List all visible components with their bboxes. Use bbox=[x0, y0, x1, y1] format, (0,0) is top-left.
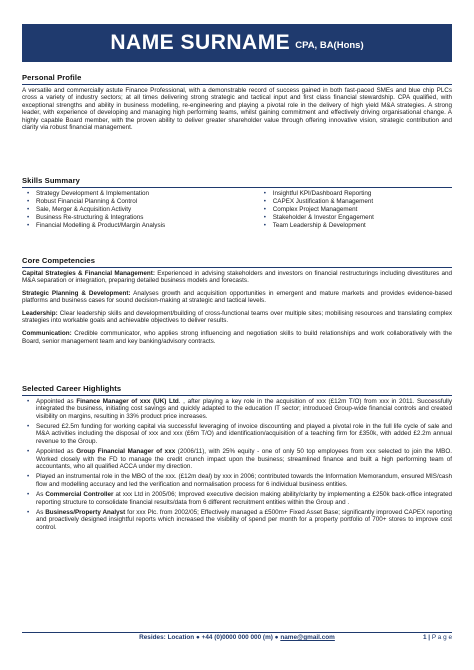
personal-profile-section bbox=[22, 73, 452, 132]
career-role: Business/Property Analyst bbox=[45, 508, 126, 516]
competency-text: Clear leadership skills and development/building of cross-functional teams over multiple sites; mobilising resources and translating complex strategies into workable goals and achievable objectives to deliver results. bbox=[22, 309, 452, 325]
skills-right-list bbox=[259, 190, 452, 231]
career-list bbox=[22, 398, 452, 532]
section-title-skills: Skills Summary bbox=[22, 176, 80, 185]
skill-item: • CAPEX Justification & Management bbox=[273, 198, 452, 206]
section-divider bbox=[22, 84, 452, 85]
section-title-career: Selected Career Highlights bbox=[22, 384, 122, 393]
footer-divider bbox=[22, 632, 452, 633]
email-link[interactable]: name@gmail.com bbox=[280, 634, 335, 641]
competency-label: Communication: bbox=[22, 330, 72, 338]
skill-item: • Complex Project Management bbox=[273, 206, 452, 214]
career-item bbox=[36, 491, 452, 506]
skill-item: • Strategy Development & Implementation bbox=[36, 190, 259, 198]
career-role: Group Financial Manager of xxx bbox=[76, 448, 176, 456]
phone-text: +44 (0)0000 000 000 (m) bbox=[201, 634, 273, 641]
page-word: P a g e bbox=[431, 634, 452, 641]
profile-text: A versatile and commercially astute Finance Professional, with a demonstrable record of success gained in both fast-paced SMEs and blue chip PLCs cross a variety of industry sectors; at all times delivering strong strategic and tactical input and first class financial stewardship. CPA qualified, with exceptional strengths and ability in business modelling, re-engineering and playing a pivotal role in the delivery of high yield M&A strategies. A strong leader, with experience of developing and managing high performing teams, whilst gaining commitment and effectively driving organisational change. A highly capable Board member, with the proven ability to deliver greater shareholder value through offering innovative vision, strategic contribution and clarity via robust financial management. bbox=[22, 86, 452, 132]
career-item bbox=[36, 509, 452, 532]
page-number-value: 1 bbox=[422, 634, 427, 641]
career-role: Commercial Controller bbox=[45, 491, 114, 499]
competency-item bbox=[22, 310, 452, 325]
skills-columns bbox=[22, 190, 452, 231]
career-item bbox=[36, 448, 452, 471]
location-text: Location bbox=[167, 634, 195, 641]
career-highlights-section bbox=[22, 384, 452, 534]
section-divider bbox=[22, 395, 452, 396]
skills-left-list bbox=[22, 190, 259, 231]
skill-item: • Stakeholder & Investor Engagement bbox=[273, 214, 452, 222]
competency-item bbox=[22, 330, 452, 345]
career-item bbox=[36, 473, 452, 488]
name-banner bbox=[22, 24, 452, 62]
skill-item: • Robust Financial Planning & Control bbox=[36, 198, 259, 206]
resides-label: Resides: bbox=[139, 634, 166, 641]
page-footer bbox=[22, 630, 452, 641]
competency-item bbox=[22, 290, 452, 305]
skill-item: • Financial Modelling & Product/Margin Analysis bbox=[36, 222, 259, 230]
career-text: As bbox=[36, 508, 46, 516]
candidate-credentials: CPA, BA(Hons) bbox=[295, 40, 364, 51]
skills-summary-section bbox=[22, 176, 452, 231]
skill-item: • Insightful KPI/Dashboard Reporting bbox=[273, 190, 452, 198]
section-title-competencies: Core Competencies bbox=[22, 256, 96, 265]
competency-text: Experienced in advising stakeholders and investors on financial restructurings including divestitures and M&A separation or integration, preparing detailed business models and forecasts. bbox=[22, 269, 452, 285]
skill-item: • Sale, Merger & Acquisition Activity bbox=[36, 206, 259, 214]
career-text: . , after playing a key role in the acquisition of xxx (£12m T/O) from xxx in 2011. Successfully integrated the business, initiating cost savings and quickly adapted to the education IT sector; introduced Group-wide financial controls and created visibility on margins, resulting in 33% product price increases. bbox=[36, 397, 452, 420]
career-text: Appointed as bbox=[36, 397, 77, 405]
skill-item: • Business Re-structuring & Integrations bbox=[36, 214, 259, 222]
career-role: Finance Manager of xxx (UK) Ltd bbox=[76, 397, 179, 405]
career-text: Played an instrumental role in the MBO of the xxx. (£12m deal) by xxx in 2006; contributed towards the Information Memorandum, ensured MIS/cash flow and modelling accuracy and led the verification and normalisation process for 6 individual business entities. bbox=[36, 473, 452, 488]
career-text: (2006/11), with 25% equity - one of only 50 top employees from xxx selected to join the MBO. Worked closely with the FD to manage the credit crunch impact upon the business; streamlined finance and built a high performing team of accountants, who all qualified ACCA under my direction. bbox=[36, 448, 452, 471]
career-text: Appointed as bbox=[36, 448, 77, 456]
competency-label: Strategic Planning & Development: bbox=[22, 289, 131, 297]
competency-item bbox=[22, 270, 452, 285]
section-divider bbox=[22, 187, 452, 188]
bullet-separator: ● bbox=[274, 634, 279, 641]
career-text: Secured £2.5m funding for working capital via successful leveraging of invoice discounting and played a pivotal role in the full life cycle of sale and M&A activities including the disposal of xxx and xxx (£6m T/O) and identification/acquisition of a teaching firm for £350k, with added £2.2m annual revenue to the Group. bbox=[36, 422, 452, 445]
contact-line bbox=[22, 634, 452, 641]
core-competencies-section bbox=[22, 256, 452, 350]
page-number: 1 | P a g e bbox=[422, 634, 452, 641]
career-item bbox=[36, 423, 452, 446]
section-divider bbox=[22, 267, 452, 268]
career-text: As bbox=[36, 491, 46, 499]
career-text: for xxx Plc. from 2002/05; Effectively managed a £500m+ Fixed Asset Base; significantly improved CAPEX reporting and proactively designed insightful reports which increased the visibility of spend per month for a property portfolio of 700+ stores to improve cost control. bbox=[36, 508, 452, 531]
bullet-separator: ● bbox=[195, 634, 200, 641]
skill-item: • Team Leadership & Development bbox=[273, 222, 452, 230]
competency-label: Leadership: bbox=[22, 309, 58, 317]
career-item bbox=[36, 398, 452, 421]
career-text: at xxx Ltd in 2005/06; Improved executive decision making ability/clarity by implementing a £250k back-office integrated reporting structure to consolidate financial results/data from 6 different recruitment entities within the Group and . bbox=[36, 491, 452, 506]
candidate-name: NAME SURNAME bbox=[110, 31, 291, 54]
competency-text: Credible communicator, who applies strong influencing and negotiation skills to build relationships and work collaboratively with the Board, senior management team and key banking/advisory contracts. bbox=[22, 330, 452, 345]
competency-label: Capital Strategies & Financial Management: bbox=[22, 269, 155, 277]
competency-text: Analyses growth and acquisition opportunities in emergent and mature markets and provides evidence-based platforms and business cases for sound decision-making at strategic and tactical levels. bbox=[22, 289, 452, 305]
section-title-profile: Personal Profile bbox=[22, 73, 82, 82]
